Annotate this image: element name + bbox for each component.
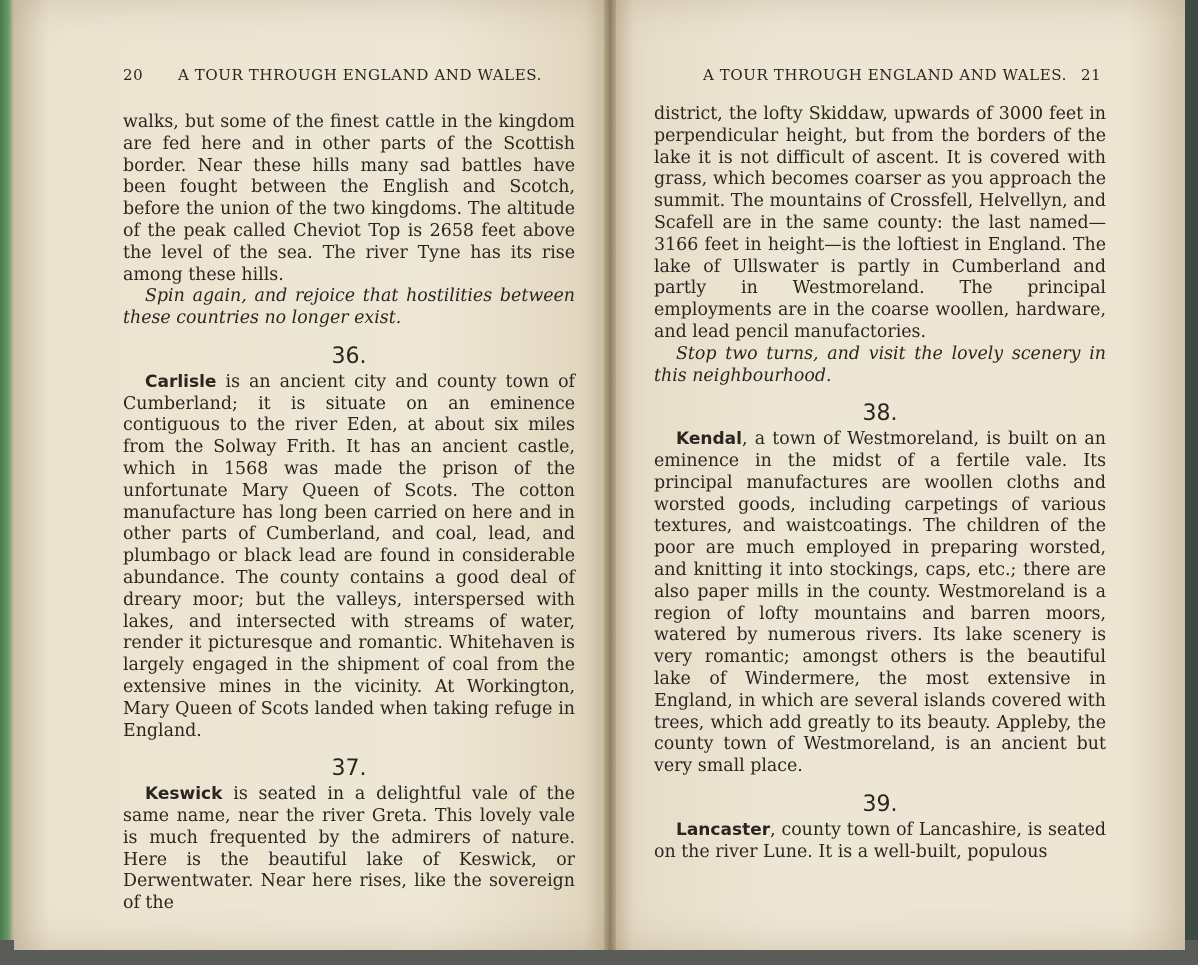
right-page-number: 21 [1081, 66, 1102, 84]
left-text-column [123, 112, 575, 915]
section-39-title: Lancaster [676, 819, 771, 840]
right-running-head: A TOUR THROUGH ENGLAND AND WALES. [703, 66, 1068, 84]
right-text-column [654, 104, 1106, 863]
paragraph-continued: walks, but some of the finest cattle in the kingdom are fed here and in other parts of the Scottish border. Near these hills many sad battles have been fought between the English and Scotch, before the union of the two kingdoms. The altitude of the peak called Cheviot Top is 2658 feet above the level of the sea. The river Tyne has its rise among these hills. [123, 112, 575, 285]
section-36-body: is an ancient city and county town of Cumberland; it is situate on an eminence contiguous to the river Eden, at about six miles from the Solway Frith. It has an ancient castle, which in 1568 was made the prison of the unfortunate Mary Queen of Scots. The cotton manufacture has long been carried on here and in other parts of Cumberland, and coal, lead, and plumbago or black lead are found in considerable abundance. The county contains a good deal of dreary moor; but the valleys, interspersed with lakes, and intersected with streams of water, render it picturesque and romantic. Whitehaven is largely engaged in the shipment of coal from the extensive mines in the vicinity. At Workington, Mary Queen of Scots landed when taking refuge in England. [123, 371, 575, 741]
section-36-title: Carlisle [145, 371, 217, 392]
left-page-number: 20 [123, 66, 144, 84]
section-38-body: , a town of Westmoreland, is built on an eminence in the midst of a fertile vale. Its principal manufactures are woollen cloths and worsted goods, including carpetings of various textures, and waistcoatings. The children of the poor are much employed in preparing worsted, and knitting it into stockings, caps, etc.; there are also paper mills in the county. Westmoreland is a region of lofty mountains and barren moors, watered by numerous rivers. Its lake scenery is very romantic; amongst others is the beautiful lake of Windermere, the most extensive in England, in which are several islands covered with trees, which add greatly to its beauty. Appleby, the county town of Westmoreland, is an ancient but very small place. [654, 429, 1106, 777]
section-39-body: , county town of Lancashire, is seated on the river Lune. It is a well-built, populous [654, 819, 1106, 862]
section-37-text [123, 784, 575, 915]
section-38-title: Kendal [676, 429, 742, 450]
game-instruction: Spin again, and rejoice that hostilities between these countries no longer exist. [123, 286, 575, 329]
section-36-text [123, 372, 575, 743]
section-number-39: 39. [862, 791, 898, 817]
section-37-body: is seated in a delightful vale of the same name, near the river Greta. This lovely vale is much frequented by the admirers of nature. Here is the beautiful lake of Keswick, or Derwentwater. Near here rises, like the sovereign of the [123, 784, 575, 914]
section-number-38: 38. [862, 401, 898, 427]
book-gutter [604, 0, 616, 950]
section-38-text [654, 429, 1106, 778]
left-running-head: A TOUR THROUGH ENGLAND AND WALES. [178, 66, 543, 84]
game-instruction: Stop two turns, and visit the lovely scenery in this neighbourhood. [654, 343, 1106, 386]
section-number-36: 36. [331, 343, 367, 369]
section-39-text [654, 820, 1106, 864]
section-number-37: 37. [331, 756, 367, 782]
book-cover-edge [0, 0, 14, 965]
paragraph-continued: district, the lofty Skiddaw, upwards of 3000 feet in perpendicular height, but from the borders of the lake it is not difficult of ascent. It is covered with grass, which becomes coarser as you approach the summit. The mountains of Crossfell, Helvellyn, and Scafell are in the same county: the last named—3166 feet in height—is the loftiest in England. The lake of Ullswater is partly in Cumberland and partly in Westmoreland. The principal employments are in the coarse woollen, hardware, and lead pencil manufactories. [654, 104, 1106, 342]
section-37-title: Keswick [145, 784, 223, 805]
